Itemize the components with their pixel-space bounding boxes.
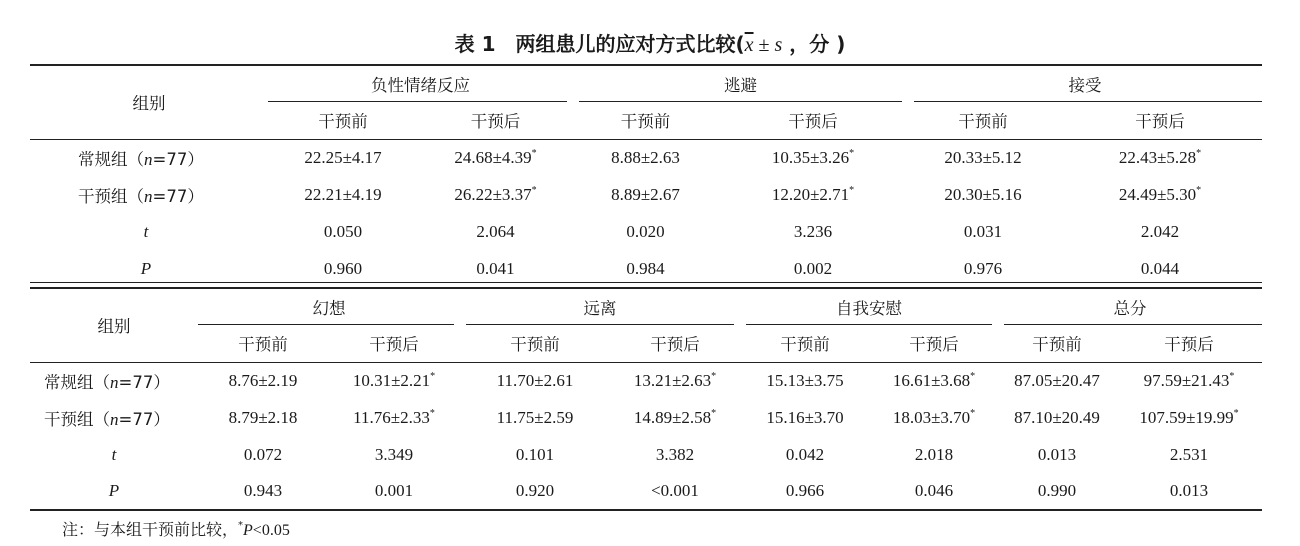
cell: 8.89±2.67 [611, 184, 680, 204]
subheader: 干预后 [328, 324, 460, 362]
cell: 20.33±5.12 [944, 147, 1022, 167]
cell: 24.49±5.30* [1118, 184, 1202, 204]
cell: 0.984 [626, 258, 665, 278]
cell: 3.236 [793, 221, 833, 241]
subheader: 干预前 [268, 101, 418, 139]
row-label: P [108, 481, 120, 500]
cell: 26.22±3.37* [454, 184, 537, 204]
cell: 87.05±20.47 [1014, 370, 1100, 390]
group-header: 组别 [30, 288, 198, 362]
table-row [30, 473, 1262, 510]
subheader: 干预前 [460, 324, 610, 362]
subheader: 干预后 [1116, 324, 1262, 362]
cell: 0.042 [785, 444, 825, 464]
title-xbar: $\overline{x}$ [744, 34, 754, 56]
table-row [30, 399, 1262, 436]
cell: 0.943 [243, 481, 283, 500]
cell: 0.046 [914, 481, 954, 500]
cell: 16.61±3.68* [892, 370, 976, 390]
cell: 11.75±2.59 [496, 407, 574, 427]
table-row [30, 139, 1262, 176]
cell: 8.88±2.63 [611, 147, 680, 167]
cell: 11.76±2.33* [353, 407, 435, 427]
title-pm: ± [753, 34, 775, 56]
cell: 2.042 [1140, 221, 1180, 241]
subheader: 干预前 [908, 101, 1058, 139]
table-row [30, 176, 1262, 213]
subheader: 干预前 [198, 324, 328, 362]
cell: 107.59±19.99* [1139, 407, 1239, 427]
cell: 0.050 [323, 221, 363, 241]
table-part-1 [30, 64, 1262, 287]
cell: 18.03±3.70* [892, 407, 976, 427]
title-text: 表 1 两组患儿的应对方式比较( [454, 32, 745, 56]
row-label: 干预组（n=77） [78, 186, 204, 206]
cell: 3.349 [374, 444, 414, 464]
subheader: 干预前 [998, 324, 1116, 362]
table-row [30, 362, 1262, 399]
cell: 0.960 [323, 258, 363, 278]
cell: 15.13±3.75 [766, 370, 844, 390]
table-row [30, 436, 1262, 473]
group-header: 组别 [30, 65, 268, 139]
cell: 2.531 [1169, 444, 1209, 464]
cell: 0.002 [793, 258, 833, 278]
cell: 0.920 [515, 481, 555, 500]
subheader: 干预后 [610, 324, 740, 362]
row-label: 常规组（n=77） [44, 372, 170, 392]
cell: 8.79±2.18 [228, 407, 298, 427]
category-header: 接受 [908, 65, 1262, 101]
cell: 10.31±2.21* [352, 370, 436, 390]
category-header: 幻想 [198, 288, 460, 324]
cell: 0.072 [243, 444, 283, 464]
category-header: 逃避 [573, 65, 908, 101]
cell: 0.990 [1037, 481, 1077, 500]
cell: 24.68±4.39* [454, 147, 537, 167]
category-header: 自我安慰 [740, 288, 998, 324]
table-footnote: 注：与本组干预前比较，*P<0.05 [62, 520, 290, 539]
cell: 87.10±20.49 [1014, 407, 1100, 427]
cell: <0.001 [651, 481, 699, 500]
cell: 22.43±5.28* [1118, 147, 1202, 167]
cell: 12.20±2.71* [771, 184, 855, 204]
cell: 97.59±21.43* [1143, 370, 1235, 390]
cell: 0.013 [1169, 481, 1209, 500]
subheader: 干预前 [740, 324, 870, 362]
subheader: 干预后 [718, 101, 908, 139]
row-label: t [143, 221, 149, 241]
cell: 10.35±3.26* [771, 147, 855, 167]
cell: 0.013 [1037, 444, 1077, 464]
table-divider [30, 282, 1262, 283]
row-label: t [111, 444, 117, 464]
category-header: 负性情绪反应 [268, 65, 573, 101]
category-header: 远离 [460, 288, 740, 324]
table-row [30, 213, 1262, 250]
title-suffix: ，分 ) [782, 32, 846, 56]
cell: 0.976 [963, 258, 1003, 278]
cell: 0.001 [374, 481, 414, 500]
subheader: 干预后 [418, 101, 573, 139]
cell: 0.101 [515, 444, 555, 464]
cell: 0.031 [963, 221, 1003, 241]
cell: 0.041 [476, 258, 515, 278]
cell: 0.044 [1140, 258, 1180, 278]
cell: 2.018 [914, 444, 954, 464]
cell: 15.16±3.70 [766, 407, 844, 427]
subheader: 干预后 [870, 324, 998, 362]
cell: 14.89±2.58* [633, 407, 717, 427]
cell: 20.30±5.16 [944, 184, 1022, 204]
subheader: 干预后 [1058, 101, 1262, 139]
cell: 8.76±2.19 [228, 370, 298, 390]
cell: 0.966 [785, 481, 825, 500]
title-s: s [774, 34, 783, 56]
category-header: 总分 [998, 288, 1262, 324]
cell: 22.21±4.19 [304, 184, 382, 204]
row-label: P [140, 258, 152, 278]
cell: 3.382 [655, 444, 695, 464]
cell: 13.21±2.63* [633, 370, 717, 390]
cell: 11.70±2.61 [496, 370, 574, 390]
subheader: 干预前 [573, 101, 718, 139]
row-label: 干预组（n=77） [44, 409, 170, 429]
cell: 0.020 [626, 221, 665, 241]
table-title [0, 30, 1300, 59]
row-label: 常规组（n=77） [78, 149, 204, 169]
table-part-2 [30, 287, 1262, 511]
cell: 2.064 [476, 221, 515, 241]
cell: 22.25±4.17 [304, 147, 382, 167]
